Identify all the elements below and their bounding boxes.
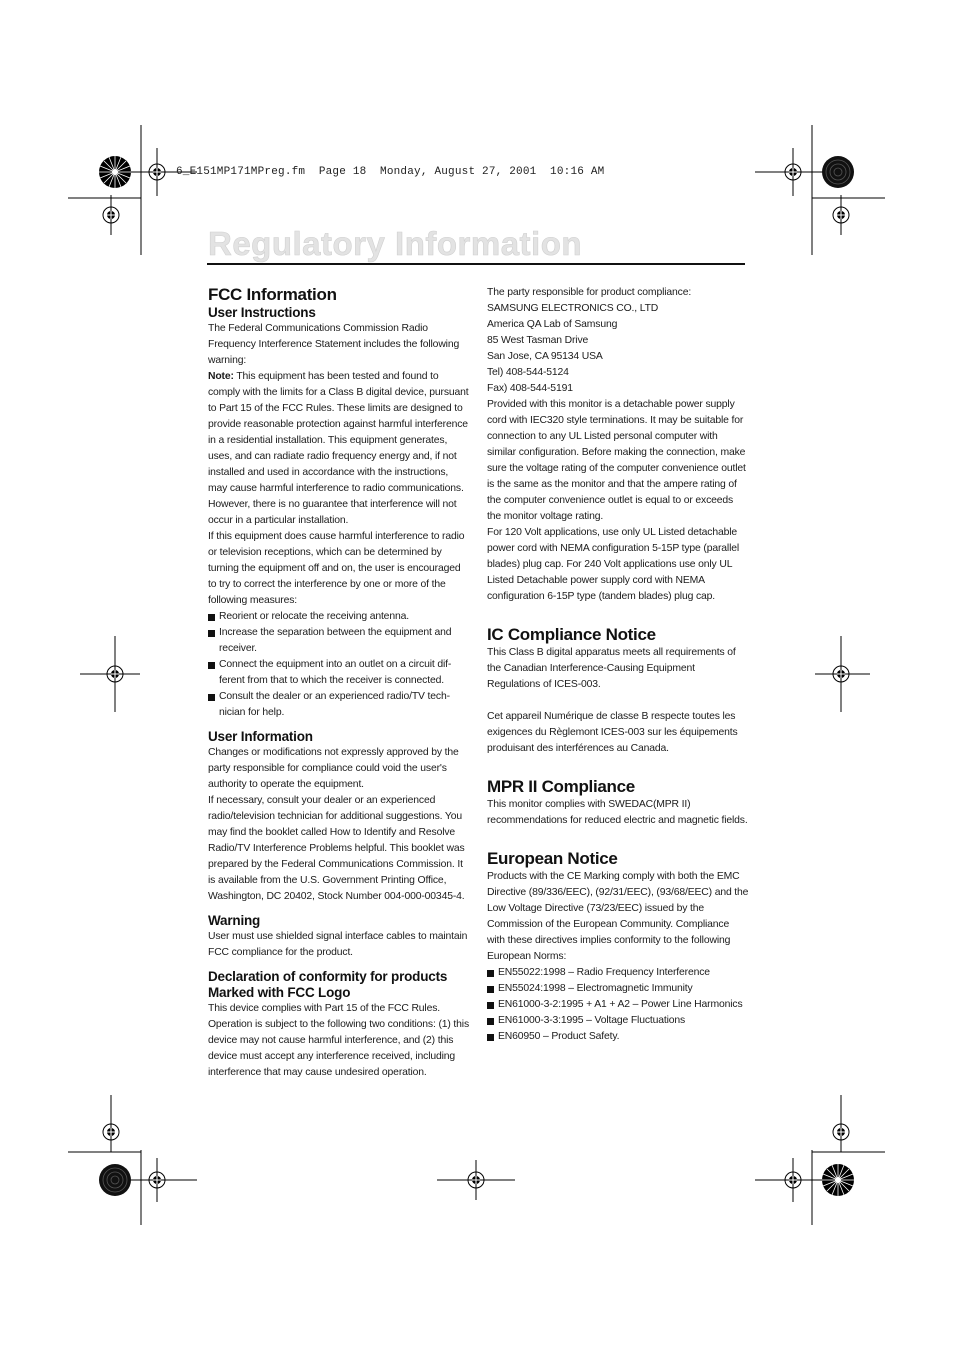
note-text: This equipment has been tested and found to comply with the limits for a Class B digital device, pursuant to Part 15 of the FCC Rules. These limits are designed to provide reasonable protection against harmful interference in a residential installation. This equipment generates, uses, and can radiate radio frequency energy and, if not installed and used in accordance with the instructions, may cause harmful interference to radio communications. However, there is no guarantee that interference will not occur in a particular installation. — [208, 371, 469, 526]
compliance-line: SAMSUNG ELECTRONICS CO., LTD — [487, 303, 659, 314]
fcc-intro: The Federal Communications Commission Radio Frequency Interference Statement includes the following warning: — [208, 323, 460, 366]
list-item: Consult the dealer or an experienced radio/TV tech-nician for help. — [208, 689, 470, 721]
compliance-line: Fax) 408-544-5191 — [487, 383, 573, 394]
fcc-note — [208, 369, 470, 529]
power-cord-p2: For 120 Volt applications, use only UL Listed detachable power cord with NEMA configuration 5-15P type (parallel blades) plug cap. For 240 Volt applications use only UL Listed Detachable power supply cord with NEMA configuration 6-15P type (tandem blades) plug cap. — [487, 527, 740, 602]
bullet-square-icon — [487, 970, 494, 977]
user-information-p2: If necessary, consult your dealer or an experienced radio/television technician for additional suggestions. You may find the booklet called How to Identify and Resolve Radio/TV Interference Problems helpful. This booklet was prepared by the Federal Communications Commission. It is available from the U.S. Government Printing Office, Washington, DC 20402, Stock Number 004-000-00345-4. — [208, 795, 465, 902]
compliance-line: San Jose, CA 95134 USA — [487, 351, 603, 362]
bullet-square-icon — [208, 614, 215, 621]
title-rule — [207, 263, 745, 265]
mpr-text: This monitor complies with SWEDAC(MPR II) recommendations for reduced electric and magnetic fields. — [487, 799, 748, 826]
bullet-square-icon — [208, 662, 215, 669]
ic-text-en: This Class B digital apparatus meets all requirements of the Canadian Interference-Causing Equipment Regulations of ICES-003. — [487, 647, 736, 690]
compliance-line: 85 West Tasman Drive — [487, 335, 589, 346]
list-item: Connect the equipment into an outlet on a circuit dif-ferent from that to which the receiver is connected. — [208, 657, 470, 689]
european-text: Products with the CE Marking comply with both the EMC Directive (89/336/EEC), (92/31/EEC), (93/68/EEC) and the Low Voltage Directive (73/23/EEC) issued by the Commission of the European Community. Compliance with these directives implies conformity to the following European Norms: — [487, 871, 749, 962]
compliance-line: The party responsible for product compliance: — [487, 287, 692, 298]
ic-text-fr: Cet appareil Numérique de classe B respecte toutes les exigences du Règlemont ICES-003 sur les équipements produisant des interférences au Canada. — [487, 711, 738, 754]
power-cord-p1: Provided with this monitor is a detachable power supply cord with IEC320 style terminations. It may be suitable for connection to any UL Listed personal computer with similar configuration. Before making the connection, make sure the voltage rating of the computer convenience outlet is the same as the monitor and that the ampere rating of the computer convenience outlet is equal to or exceeds the monitor voltage rating. — [487, 399, 746, 522]
bullet-square-icon — [487, 986, 494, 993]
european-heading: European Notice — [487, 849, 618, 868]
list-item: EN61000-3-3:1995 – Voltage Fluctuations — [487, 1013, 749, 1029]
left-column — [208, 285, 470, 1081]
declaration-text: This device complies with Part 15 of the FCC Rules. Operation is subject to the following two conditions: (1) this device may not cause harmful interference, and (2) this device must accept any interference received, including interference that may cause undesired operation. — [208, 1003, 469, 1078]
bullet-square-icon — [487, 1034, 494, 1041]
note-label: Note: — [208, 371, 234, 382]
user-information-p1: Changes or modifications not expressly approved by the party responsible for compliance could void the user's authority to operate the equipment. — [208, 747, 459, 790]
bullet-square-icon — [487, 1018, 494, 1025]
norms-list — [487, 965, 749, 1045]
declaration-heading: Declaration of conformity for products Marked with FCC Logo — [208, 969, 448, 1000]
ic-heading: IC Compliance Notice — [487, 625, 656, 644]
user-instructions-heading: User Instructions — [208, 305, 316, 320]
warning-heading: Warning — [208, 913, 261, 928]
list-item: EN60950 – Product Safety. — [487, 1029, 749, 1045]
bullet-square-icon — [208, 630, 215, 637]
file-header-line: 6_E151MP171MPreg.fm Page 18 Monday, August 27, 2001 10:16 AM — [176, 166, 605, 178]
compliance-line: America QA Lab of Samsung — [487, 319, 618, 330]
bullet-square-icon — [208, 694, 215, 701]
user-information-heading: User Information — [208, 729, 313, 744]
compliance-line: Tel) 408-544-5124 — [487, 367, 569, 378]
warning-text: User must use shielded signal interface cables to maintain FCC compliance for the product. — [208, 931, 468, 958]
bullet-square-icon — [487, 1002, 494, 1009]
page-title: Regulatory Information — [208, 225, 583, 262]
measures-list — [208, 609, 470, 721]
list-item: Increase the separation between the equipment and receiver. — [208, 625, 470, 657]
list-item: EN55024:1998 – Electromagnetic Immunity — [487, 981, 749, 997]
right-column — [487, 285, 749, 1045]
list-item: Reorient or relocate the receiving antenna. — [208, 609, 470, 625]
list-item: EN61000-3-2:1995 + A1 + A2 – Power Line Harmonics — [487, 997, 749, 1013]
fcc-heading: FCC Information — [208, 285, 337, 304]
list-item: EN55022:1998 – Radio Frequency Interference — [487, 965, 749, 981]
mpr-heading: MPR II Compliance — [487, 777, 635, 796]
fcc-if-text: If this equipment does cause harmful interference to radio or television receptions, which can be determined by turning the equipment off and on, the user is encouraged to try to correct the interference by one or more of the following measures: — [208, 531, 465, 606]
